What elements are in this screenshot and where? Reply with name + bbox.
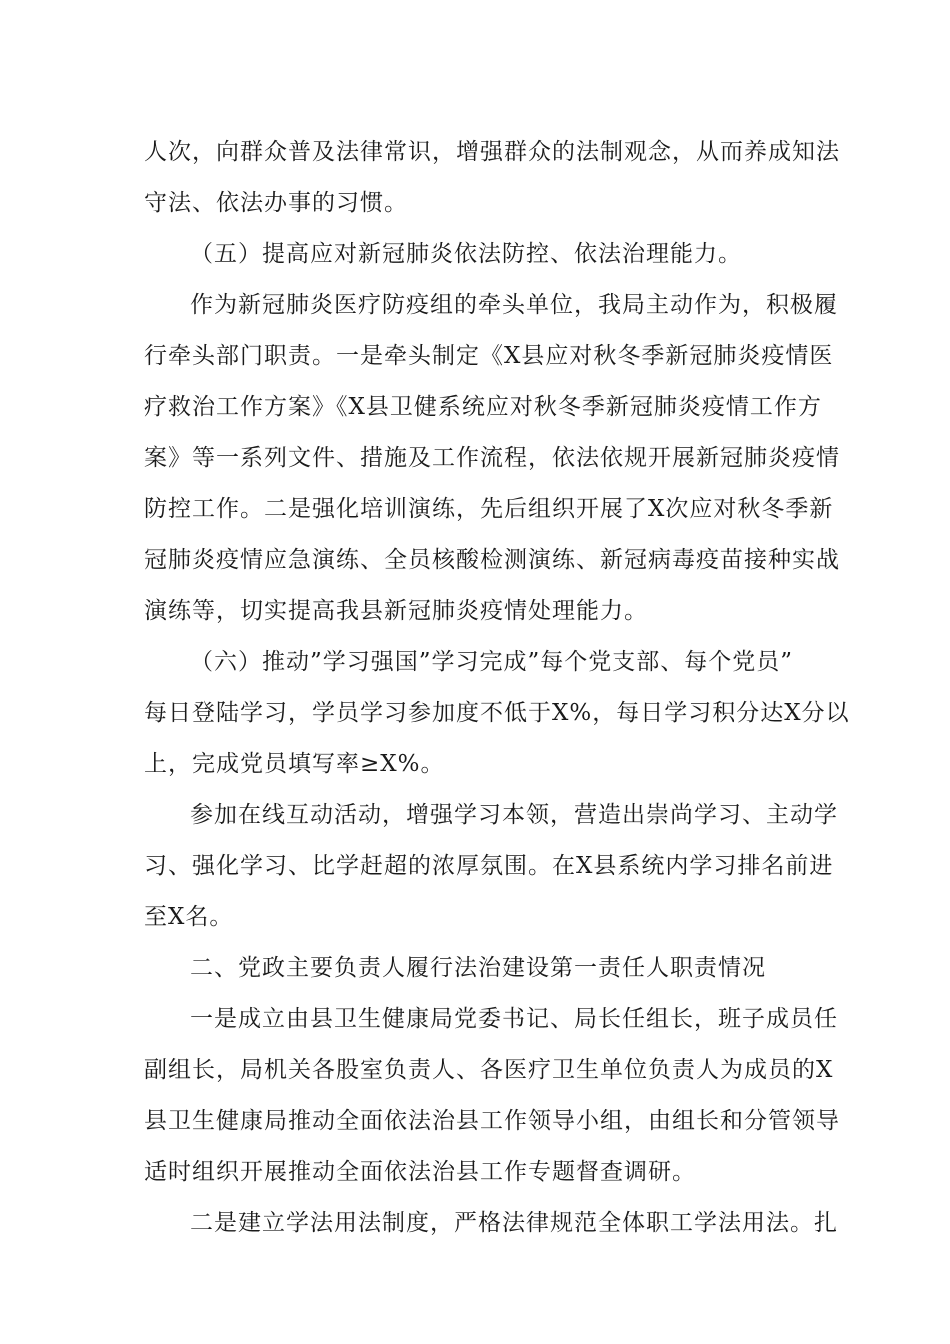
paragraph-line: 守法、依法办事的习惯。	[144, 190, 408, 216]
paragraph-line: 副组长，局机关各股室负责人、各医疗卫生单位负责人为成员的X	[144, 1057, 834, 1083]
paragraph-line: 二是建立学法用法制度，严格法律规范全体职工学法用法。扎	[190, 1210, 838, 1236]
section-heading: （五）提高应对新冠肺炎依法防控、依法治理能力。	[190, 241, 742, 267]
paragraph-line: 每日登陆学习，学员学习参加度不低于X%，每日学习积分达X分以	[144, 700, 850, 726]
paragraph-line: 上，完成党员填写率≥X%。	[144, 751, 445, 777]
paragraph-line: 参加在线互动活动，增强学习本领，营造出崇尚学习、主动学	[190, 802, 838, 828]
paragraph-line: 人次，向群众普及法律常识，增强群众的法制观念，从而养成知法	[144, 139, 840, 165]
paragraph-line: 至X名。	[144, 904, 234, 930]
paragraph-line: 冠肺炎疫情应急演练、全员核酸检测演练、新冠病毒疫苗接种实战	[144, 547, 840, 573]
paragraph-line: 县卫生健康局推动全面依法治县工作领导小组，由组长和分管领导	[144, 1108, 840, 1134]
paragraph-line: 作为新冠肺炎医疗防疫组的牵头单位，我局主动作为，积极履	[190, 292, 838, 318]
section-heading: （六）推动”学习强国”学习完成”每个党支部、每个党员”	[190, 649, 794, 675]
paragraph-line: 疗救治工作方案》《X县卫健系统应对秋冬季新冠肺炎疫情工作方	[144, 394, 822, 420]
paragraph-line: 案》等一系列文件、措施及工作流程，依法依规开展新冠肺炎疫情	[144, 445, 840, 471]
paragraph-line: 适时组织开展推动全面依法治县工作专题督查调研。	[144, 1159, 696, 1185]
paragraph-line: 习、强化学习、比学赶超的浓厚氛围。在X县系统内学习排名前进	[144, 853, 834, 879]
section-heading: 二、党政主要负责人履行法治建设第一责任人职责情况	[190, 955, 766, 981]
paragraph-line: 防控工作。二是强化培训演练，先后组织开展了X次应对秋冬季新	[144, 496, 834, 522]
paragraph-line: 一是成立由县卫生健康局党委书记、局长任组长，班子成员任	[190, 1006, 838, 1032]
paragraph-line: 行牵头部门职责。一是牵头制定《X县应对秋冬季新冠肺炎疫情医	[144, 343, 834, 369]
paragraph-line: 演练等，切实提高我县新冠肺炎疫情处理能力。	[144, 598, 648, 624]
